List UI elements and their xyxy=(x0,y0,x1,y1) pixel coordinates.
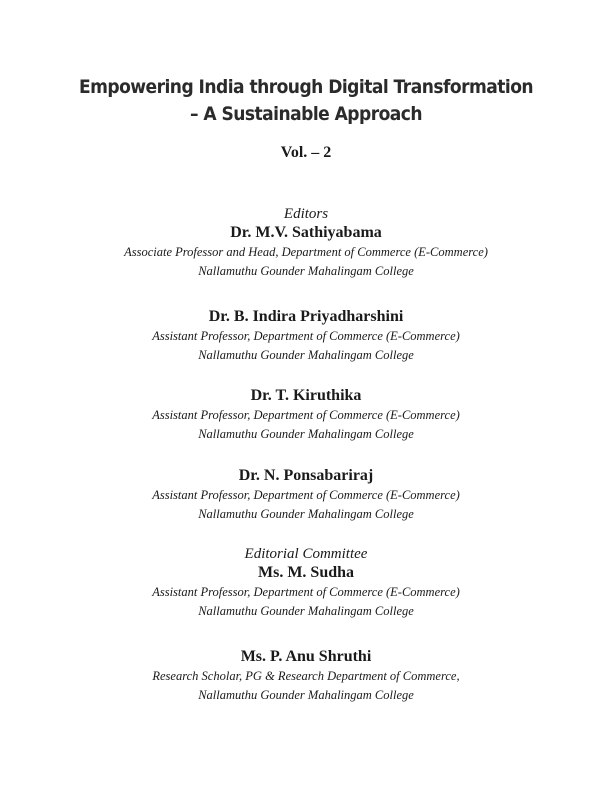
editor-designation: Assistant Professor, Department of Commerce (E-Commerce) xyxy=(152,329,460,343)
editor-institution: Nallamuthu Gounder Mahalingam College xyxy=(198,507,414,521)
editor-designation: Assistant Professor, Department of Commerce (E-Commerce) xyxy=(152,408,460,422)
committee-block-1 xyxy=(0,545,612,621)
editor-name: Dr. T. Kiruthika xyxy=(250,387,362,404)
editor-block-1 xyxy=(0,205,612,281)
editor-name: Dr. M.V. Sathiyabama xyxy=(230,224,382,241)
committee-member-name: Ms. M. Sudha xyxy=(257,564,355,581)
editor-name: Dr. N. Ponsabariraj xyxy=(238,467,374,484)
book-title-line-2: – A Sustainable Approach xyxy=(189,103,423,125)
editor-block-2 xyxy=(0,307,612,365)
committee-member-name: Ms. P. Anu Shruthi xyxy=(240,648,372,665)
volume-label: Vol. – 2 xyxy=(280,144,332,161)
editor-institution: Nallamuthu Gounder Mahalingam College xyxy=(198,264,414,278)
committee-heading: Editorial Committee xyxy=(244,546,368,562)
editor-institution: Nallamuthu Gounder Mahalingam College xyxy=(198,427,414,441)
editor-institution: Nallamuthu Gounder Mahalingam College xyxy=(198,348,414,362)
editors-heading: Editors xyxy=(283,206,329,222)
editor-block-3 xyxy=(0,386,612,444)
editor-designation: Associate Professor and Head, Department of Commerce (E-Commerce) xyxy=(124,245,488,259)
committee-member-institution: Nallamuthu Gounder Mahalingam College xyxy=(198,604,414,618)
editor-block-4 xyxy=(0,466,612,524)
book-title-line-1: Empowering India through Digital Transformation xyxy=(78,76,534,98)
committee-member-designation: Research Scholar, PG & Research Department of Commerce, xyxy=(152,669,460,683)
committee-member-institution: Nallamuthu Gounder Mahalingam College xyxy=(198,688,414,702)
committee-block-2 xyxy=(0,647,612,705)
editor-name: Dr. B. Indira Priyadharshini xyxy=(208,308,404,325)
editor-designation: Assistant Professor, Department of Commerce (E-Commerce) xyxy=(152,488,460,502)
committee-member-designation: Assistant Professor, Department of Commerce (E-Commerce) xyxy=(152,585,460,599)
